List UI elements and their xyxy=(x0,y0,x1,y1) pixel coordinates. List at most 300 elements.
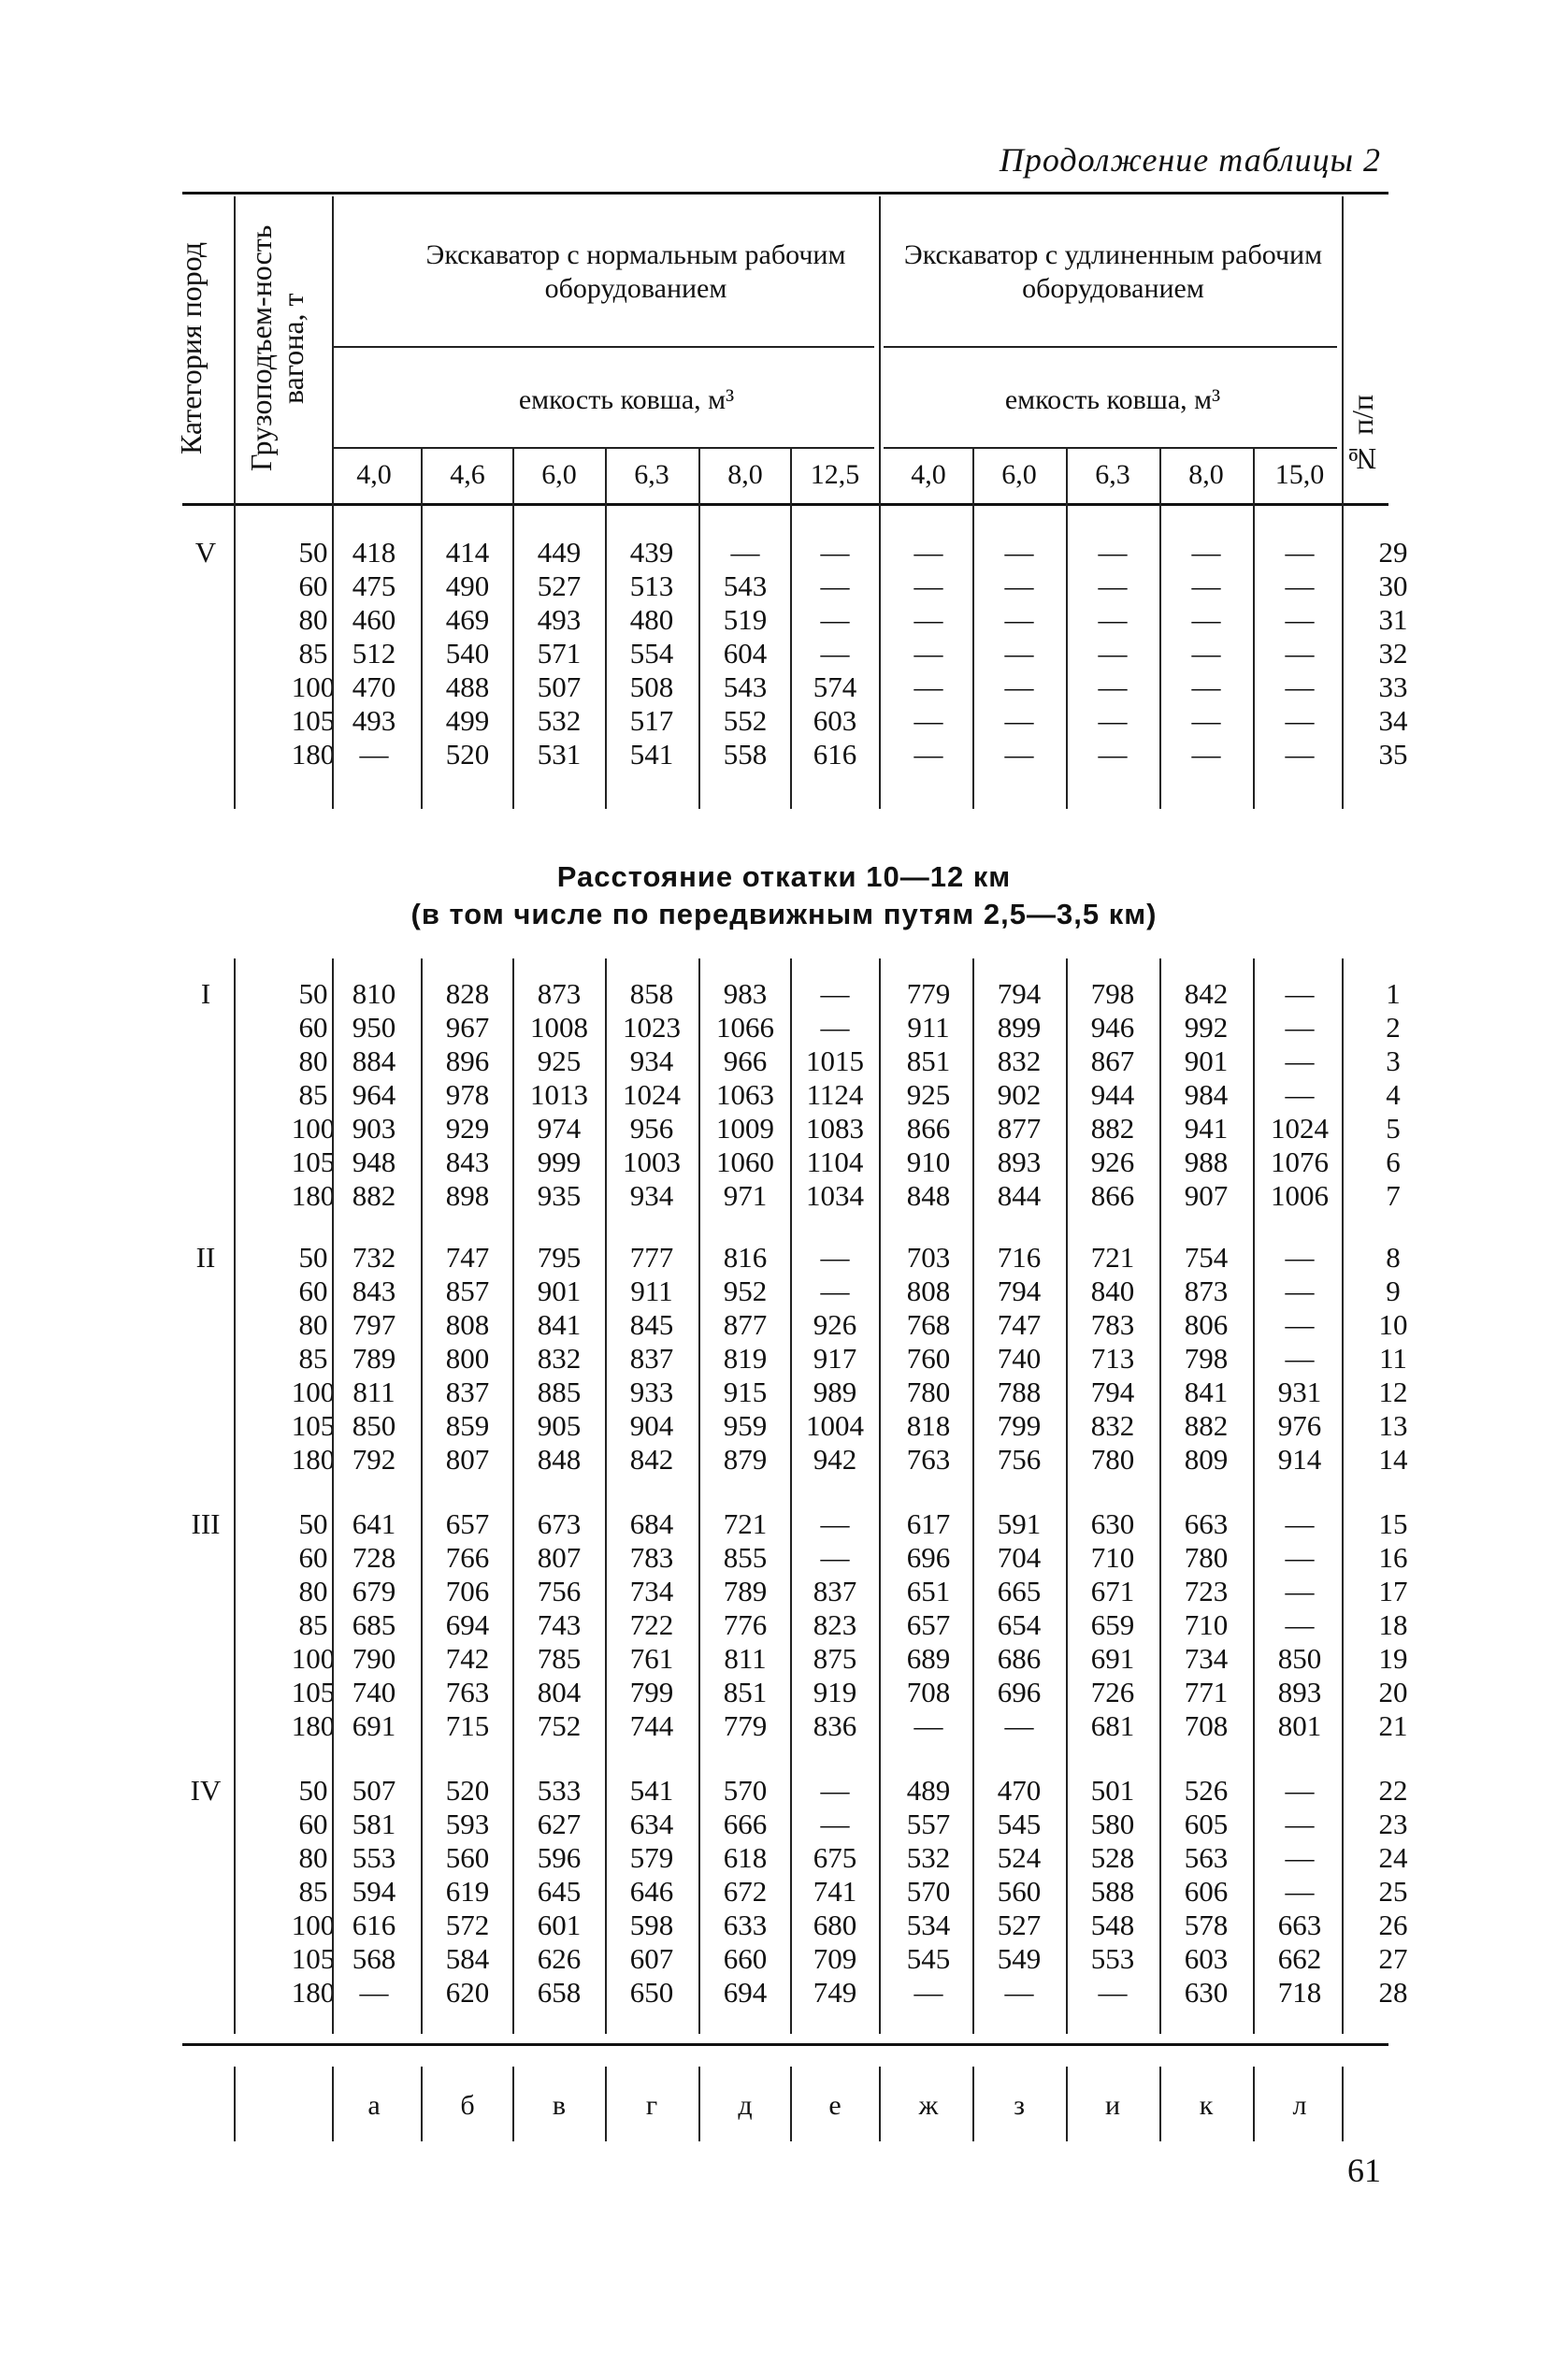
value-cell: 832 xyxy=(997,1045,1042,1077)
row-number-cell: 24 xyxy=(1378,1841,1408,1874)
value-cell: 851 xyxy=(906,1045,951,1077)
value-cell: 740 xyxy=(352,1676,396,1708)
value-cell: 580 xyxy=(1090,1808,1135,1840)
value-cell: 832 xyxy=(537,1342,582,1375)
extended-group-header: Экскаватор с удлиненным рабочим оборудованием xyxy=(903,239,1323,304)
value-cell: — xyxy=(1191,670,1221,703)
value-cell: 797 xyxy=(352,1308,396,1341)
capacity-cell: 180 xyxy=(291,1976,336,2009)
value-cell: 925 xyxy=(906,1078,951,1111)
value-cell: — xyxy=(1191,637,1221,670)
column-separator xyxy=(1253,2067,1255,2141)
value-cell: 780 xyxy=(1184,1541,1229,1574)
value-cell: 950 xyxy=(352,1011,396,1044)
value-cell: — xyxy=(1098,603,1128,636)
value-cell: 837 xyxy=(629,1342,674,1375)
value-cell: 944 xyxy=(1090,1078,1135,1111)
value-cell: 811 xyxy=(724,1642,767,1675)
column-separator xyxy=(790,958,792,2034)
capacity-cell: 105 xyxy=(291,704,336,737)
value-cell: 703 xyxy=(906,1241,951,1274)
value-cell: 526 xyxy=(1184,1774,1229,1807)
value-cell: 946 xyxy=(1090,1011,1135,1044)
value-cell: — xyxy=(1191,536,1221,569)
value-cell: 743 xyxy=(537,1608,582,1641)
value-cell: 721 xyxy=(723,1507,768,1540)
value-cell: 480 xyxy=(629,603,674,636)
column-separator xyxy=(698,2067,700,2141)
capacity-header: Грузоподъем-ность вагона, т xyxy=(244,224,309,472)
value-cell: — xyxy=(913,738,943,771)
column-separator xyxy=(879,958,881,2034)
value-cell: 563 xyxy=(1184,1841,1229,1874)
row-number-cell: 14 xyxy=(1378,1443,1408,1476)
value-cell: 760 xyxy=(906,1342,951,1375)
value-cell: 553 xyxy=(1090,1942,1135,1975)
category-header: Категория пород xyxy=(174,241,208,455)
row-number-cell: 15 xyxy=(1378,1507,1408,1540)
value-cell: 992 xyxy=(1184,1011,1229,1044)
value-cell: — xyxy=(913,670,943,703)
value-cell: 785 xyxy=(537,1642,582,1675)
value-cell: 919 xyxy=(813,1676,857,1708)
value-cell: 905 xyxy=(537,1409,582,1442)
value-cell: 726 xyxy=(1090,1676,1135,1708)
column-separator xyxy=(332,958,334,2034)
value-cell: — xyxy=(1004,637,1034,670)
value-cell: 933 xyxy=(629,1376,674,1408)
bottom-rule xyxy=(182,2043,1388,2046)
row-number-cell: 7 xyxy=(1386,1179,1401,1212)
value-cell: 808 xyxy=(445,1308,490,1341)
capacity-cell: 180 xyxy=(291,1709,336,1742)
row-number-cell: 22 xyxy=(1378,1774,1408,1807)
column-separator xyxy=(605,958,607,2034)
header-size-rule-extended xyxy=(884,447,1337,449)
value-cell: — xyxy=(1191,704,1221,737)
value-cell: 873 xyxy=(537,977,582,1010)
value-cell: 713 xyxy=(1090,1342,1135,1375)
capacity-cell: 105 xyxy=(291,1676,336,1708)
value-cell: 606 xyxy=(1184,1875,1229,1908)
value-cell: 659 xyxy=(1090,1608,1135,1641)
value-cell: 885 xyxy=(537,1376,582,1408)
value-cell: 475 xyxy=(352,569,396,602)
value-cell: 779 xyxy=(723,1709,768,1742)
value-cell: 1083 xyxy=(806,1112,864,1145)
value-cell: 926 xyxy=(813,1308,857,1341)
value-cell: 684 xyxy=(629,1507,674,1540)
value-cell: 811 xyxy=(352,1376,396,1408)
bucket-label-extended: емкость ковша, м³ xyxy=(1004,384,1221,415)
row-number-cell: 35 xyxy=(1378,738,1408,771)
value-cell: 804 xyxy=(537,1676,582,1708)
value-cell: 548 xyxy=(1090,1909,1135,1941)
number-header: № п/п xyxy=(1345,394,1379,476)
capacity-cell: 100 xyxy=(291,1642,336,1675)
capacity-cell: 100 xyxy=(291,1909,336,1941)
row-number-cell: 17 xyxy=(1378,1575,1408,1607)
value-cell: 1124 xyxy=(806,1078,864,1111)
value-cell: 541 xyxy=(629,738,674,771)
value-cell: 617 xyxy=(906,1507,951,1540)
value-cell: 752 xyxy=(537,1709,582,1742)
value-cell: 543 xyxy=(723,670,768,703)
value-cell: — xyxy=(1098,536,1128,569)
section-title xyxy=(0,858,1568,933)
value-cell: 654 xyxy=(997,1608,1042,1641)
value-cell: 493 xyxy=(537,603,582,636)
row-number-cell: 12 xyxy=(1378,1376,1408,1408)
value-cell: — xyxy=(820,1275,850,1307)
column-separator xyxy=(512,2067,514,2141)
row-number-cell: 33 xyxy=(1378,670,1408,703)
value-cell: 841 xyxy=(537,1308,582,1341)
column-separator xyxy=(234,2067,236,2141)
value-cell: 1024 xyxy=(1271,1112,1329,1145)
value-cell: 578 xyxy=(1184,1909,1229,1941)
value-cell: 934 xyxy=(629,1179,674,1212)
value-cell: — xyxy=(1098,1976,1128,2009)
value-cell: 956 xyxy=(629,1112,674,1145)
bucket-size-1: 4,6 xyxy=(450,459,485,490)
value-cell: — xyxy=(913,1976,943,2009)
value-cell: 533 xyxy=(537,1774,582,1807)
value-cell: — xyxy=(359,1976,389,2009)
category-label: V xyxy=(194,536,217,569)
value-cell: 899 xyxy=(997,1011,1042,1044)
value-cell: — xyxy=(1285,569,1315,602)
value-cell: — xyxy=(1285,1841,1315,1874)
value-cell: — xyxy=(1285,637,1315,670)
value-cell: — xyxy=(1285,1808,1315,1840)
value-cell: 520 xyxy=(445,1774,490,1807)
capacity-cell: 100 xyxy=(291,1376,336,1408)
value-cell: 966 xyxy=(723,1045,768,1077)
column-separator xyxy=(698,958,700,2034)
value-cell: 489 xyxy=(906,1774,951,1807)
value-cell: 706 xyxy=(445,1575,490,1607)
value-cell: 893 xyxy=(1277,1676,1322,1708)
value-cell: 1004 xyxy=(806,1409,864,1442)
row-number-cell: 11 xyxy=(1379,1342,1407,1375)
value-cell: — xyxy=(1004,569,1034,602)
value-cell: 710 xyxy=(1184,1608,1229,1641)
capacity-cell: 105 xyxy=(291,1409,336,1442)
value-cell: 983 xyxy=(723,977,768,1010)
value-cell: 967 xyxy=(445,1011,490,1044)
row-number-cell: 5 xyxy=(1386,1112,1401,1145)
value-cell: 572 xyxy=(445,1909,490,1941)
value-cell: 816 xyxy=(723,1241,768,1274)
value-cell: 850 xyxy=(352,1409,396,1442)
value-cell: 524 xyxy=(997,1841,1042,1874)
column-separator xyxy=(1342,958,1344,2034)
value-cell: 1076 xyxy=(1271,1145,1329,1178)
value-cell: 783 xyxy=(1090,1308,1135,1341)
column-separator xyxy=(972,2067,974,2141)
value-cell: 460 xyxy=(352,603,396,636)
value-cell: 1003 xyxy=(623,1145,681,1178)
row-number-cell: 9 xyxy=(1386,1275,1401,1307)
value-cell: 588 xyxy=(1090,1875,1135,1908)
value-cell: — xyxy=(820,569,850,602)
value-cell: 879 xyxy=(723,1443,768,1476)
value-cell: 691 xyxy=(352,1709,396,1742)
value-cell: 1008 xyxy=(530,1011,588,1044)
value-cell: 552 xyxy=(723,704,768,737)
value-cell: 493 xyxy=(352,704,396,737)
value-cell: — xyxy=(1285,1011,1315,1044)
row-number-cell: 28 xyxy=(1378,1976,1408,2009)
value-cell: — xyxy=(1285,1275,1315,1307)
value-cell: 768 xyxy=(906,1308,951,1341)
value-cell: 842 xyxy=(1184,977,1229,1010)
value-cell: 568 xyxy=(352,1942,396,1975)
value-cell: 553 xyxy=(352,1841,396,1874)
value-cell: 902 xyxy=(997,1078,1042,1111)
row-number-cell: 18 xyxy=(1378,1608,1408,1641)
capacity-cell: 100 xyxy=(291,670,336,703)
column-separator xyxy=(1159,2067,1161,2141)
bucket-size-5: 12,5 xyxy=(810,459,860,490)
value-cell: — xyxy=(730,536,760,569)
value-cell: 809 xyxy=(1184,1443,1229,1476)
value-cell: 935 xyxy=(537,1179,582,1212)
column-separator xyxy=(879,2067,881,2141)
row-number-cell: 19 xyxy=(1378,1642,1408,1675)
value-cell: — xyxy=(1285,1774,1315,1807)
column-separator xyxy=(1066,2067,1068,2141)
value-cell: — xyxy=(1285,1078,1315,1111)
value-cell: 694 xyxy=(445,1608,490,1641)
capacity-cell: 85 xyxy=(298,1608,328,1641)
value-cell: — xyxy=(820,1011,850,1044)
value-cell: 911 xyxy=(907,1011,950,1044)
value-cell: — xyxy=(820,637,850,670)
column-separator xyxy=(1253,958,1255,2034)
header-mid-rule-extended xyxy=(884,346,1337,348)
value-cell: 855 xyxy=(723,1541,768,1574)
value-cell: 756 xyxy=(537,1575,582,1607)
value-cell: 903 xyxy=(352,1112,396,1145)
value-cell: 581 xyxy=(352,1808,396,1840)
capacity-cell: 80 xyxy=(298,1045,328,1077)
value-cell: 823 xyxy=(813,1608,857,1641)
value-cell: 710 xyxy=(1090,1541,1135,1574)
value-cell: 877 xyxy=(723,1308,768,1341)
value-cell: 941 xyxy=(1184,1112,1229,1145)
value-cell: — xyxy=(1004,704,1034,737)
value-cell: 527 xyxy=(997,1909,1042,1941)
capacity-cell: 50 xyxy=(298,977,328,1010)
value-cell: 747 xyxy=(445,1241,490,1274)
value-cell: 1063 xyxy=(716,1078,774,1111)
value-cell: — xyxy=(913,569,943,602)
column-separator xyxy=(972,958,974,2034)
value-cell: 837 xyxy=(813,1575,857,1607)
value-cell: — xyxy=(1285,1608,1315,1641)
value-cell: 696 xyxy=(906,1541,951,1574)
value-cell: — xyxy=(1098,569,1128,602)
value-cell: 931 xyxy=(1277,1376,1322,1408)
value-cell: — xyxy=(820,1774,850,1807)
column-separator xyxy=(790,449,792,809)
row-number-cell: 6 xyxy=(1386,1145,1401,1178)
row-number-cell: 30 xyxy=(1378,569,1408,602)
bucket-size-7: 6,0 xyxy=(1001,459,1037,490)
value-cell: 574 xyxy=(813,670,857,703)
column-letter: а xyxy=(367,2090,381,2121)
value-cell: — xyxy=(913,704,943,737)
value-cell: 901 xyxy=(1184,1045,1229,1077)
value-cell: — xyxy=(820,1541,850,1574)
value-cell: — xyxy=(1285,704,1315,737)
value-cell: 627 xyxy=(537,1808,582,1840)
value-cell: 596 xyxy=(537,1841,582,1874)
value-cell: 545 xyxy=(906,1942,951,1975)
value-cell: 414 xyxy=(445,536,490,569)
column-separator xyxy=(698,449,700,809)
value-cell: 528 xyxy=(1090,1841,1135,1874)
value-cell: 673 xyxy=(537,1507,582,1540)
row-number-cell: 13 xyxy=(1378,1409,1408,1442)
value-cell: 777 xyxy=(629,1241,674,1274)
value-cell: 618 xyxy=(723,1841,768,1874)
value-cell: 734 xyxy=(629,1575,674,1607)
value-cell: 1013 xyxy=(530,1078,588,1111)
value-cell: 571 xyxy=(537,637,582,670)
value-cell: — xyxy=(820,977,850,1010)
value-cell: 988 xyxy=(1184,1145,1229,1178)
value-cell: 658 xyxy=(537,1976,582,2009)
value-cell: 517 xyxy=(629,704,674,737)
value-cell: 807 xyxy=(445,1443,490,1476)
value-cell: 788 xyxy=(997,1376,1042,1408)
row-number-cell: 10 xyxy=(1378,1308,1408,1341)
value-cell: 715 xyxy=(445,1709,490,1742)
value-cell: 948 xyxy=(352,1145,396,1178)
value-cell: 560 xyxy=(445,1841,490,1874)
value-cell: 534 xyxy=(906,1909,951,1941)
value-cell: 591 xyxy=(997,1507,1042,1540)
value-cell: 1006 xyxy=(1271,1179,1329,1212)
value-cell: — xyxy=(1004,670,1034,703)
value-cell: — xyxy=(1285,977,1315,1010)
value-cell: 657 xyxy=(906,1608,951,1641)
value-cell: 952 xyxy=(723,1275,768,1307)
value-cell: 798 xyxy=(1090,977,1135,1010)
capacity-cell: 50 xyxy=(298,1507,328,1540)
row-number-cell: 1 xyxy=(1386,977,1401,1010)
value-cell: 605 xyxy=(1184,1808,1229,1840)
value-cell: 549 xyxy=(997,1942,1042,1975)
value-cell: 1024 xyxy=(623,1078,681,1111)
value-cell: 469 xyxy=(445,603,490,636)
bucket-size-3: 6,3 xyxy=(634,459,669,490)
value-cell: 893 xyxy=(997,1145,1042,1178)
value-cell: 558 xyxy=(723,738,768,771)
column-separator xyxy=(512,449,514,809)
value-cell: — xyxy=(1285,1342,1315,1375)
column-separator xyxy=(1066,958,1068,2034)
value-cell: 663 xyxy=(1277,1909,1322,1941)
value-cell: — xyxy=(1285,536,1315,569)
value-cell: 756 xyxy=(997,1443,1042,1476)
value-cell: — xyxy=(1004,603,1034,636)
value-cell: 660 xyxy=(723,1942,768,1975)
value-cell: — xyxy=(1285,738,1315,771)
capacity-cell: 85 xyxy=(298,637,328,670)
value-cell: 691 xyxy=(1090,1642,1135,1675)
row-number-cell: 27 xyxy=(1378,1942,1408,1975)
column-separator xyxy=(972,449,974,809)
value-cell: 499 xyxy=(445,704,490,737)
value-cell: — xyxy=(1098,670,1128,703)
column-separator xyxy=(234,958,236,2034)
value-cell: 929 xyxy=(445,1112,490,1145)
header-bottom-rule xyxy=(182,503,1388,506)
value-cell: 818 xyxy=(906,1409,951,1442)
value-cell: 798 xyxy=(1184,1342,1229,1375)
value-cell: 857 xyxy=(445,1275,490,1307)
value-cell: 685 xyxy=(352,1608,396,1641)
value-cell: 543 xyxy=(723,569,768,602)
value-cell: 911 xyxy=(630,1275,673,1307)
value-cell: 579 xyxy=(629,1841,674,1874)
value-cell: 794 xyxy=(1090,1376,1135,1408)
bucket-label-normal: емкость ковша, м³ xyxy=(518,384,735,415)
value-cell: 490 xyxy=(445,569,490,602)
value-cell: 507 xyxy=(352,1774,396,1807)
row-number-cell: 21 xyxy=(1378,1709,1408,1742)
value-cell: — xyxy=(913,1709,943,1742)
value-cell: 560 xyxy=(997,1875,1042,1908)
value-cell: — xyxy=(1285,1045,1315,1077)
column-letter: в xyxy=(552,2090,567,2121)
column-separator xyxy=(421,2067,423,2141)
column-letter: л xyxy=(1292,2090,1307,2121)
value-cell: 604 xyxy=(723,637,768,670)
bucket-size-2: 6,0 xyxy=(541,459,577,490)
value-cell: 783 xyxy=(629,1541,674,1574)
capacity-cell: 80 xyxy=(298,1308,328,1341)
value-cell: 594 xyxy=(352,1875,396,1908)
column-separator xyxy=(512,958,514,2034)
value-cell: — xyxy=(1004,1709,1034,1742)
value-cell: 1066 xyxy=(716,1011,774,1044)
value-cell: 771 xyxy=(1184,1676,1229,1708)
header-mid-rule-normal xyxy=(332,346,874,348)
capacity-cell: 180 xyxy=(291,1443,336,1476)
row-number-cell: 26 xyxy=(1378,1909,1408,1941)
column-letter: з xyxy=(1014,2090,1025,2121)
value-cell: 799 xyxy=(997,1409,1042,1442)
column-letter: ж xyxy=(918,2090,939,2121)
column-separator xyxy=(421,449,423,809)
value-cell: 520 xyxy=(445,738,490,771)
value-cell: 662 xyxy=(1277,1942,1322,1975)
value-cell: 607 xyxy=(629,1942,674,1975)
value-cell: — xyxy=(1004,1976,1034,2009)
value-cell: 584 xyxy=(445,1942,490,1975)
value-cell: 570 xyxy=(723,1774,768,1807)
value-cell: 850 xyxy=(1277,1642,1322,1675)
value-cell: — xyxy=(1285,1575,1315,1607)
value-cell: 801 xyxy=(1277,1709,1322,1742)
value-cell: — xyxy=(913,637,943,670)
value-cell: 763 xyxy=(445,1676,490,1708)
